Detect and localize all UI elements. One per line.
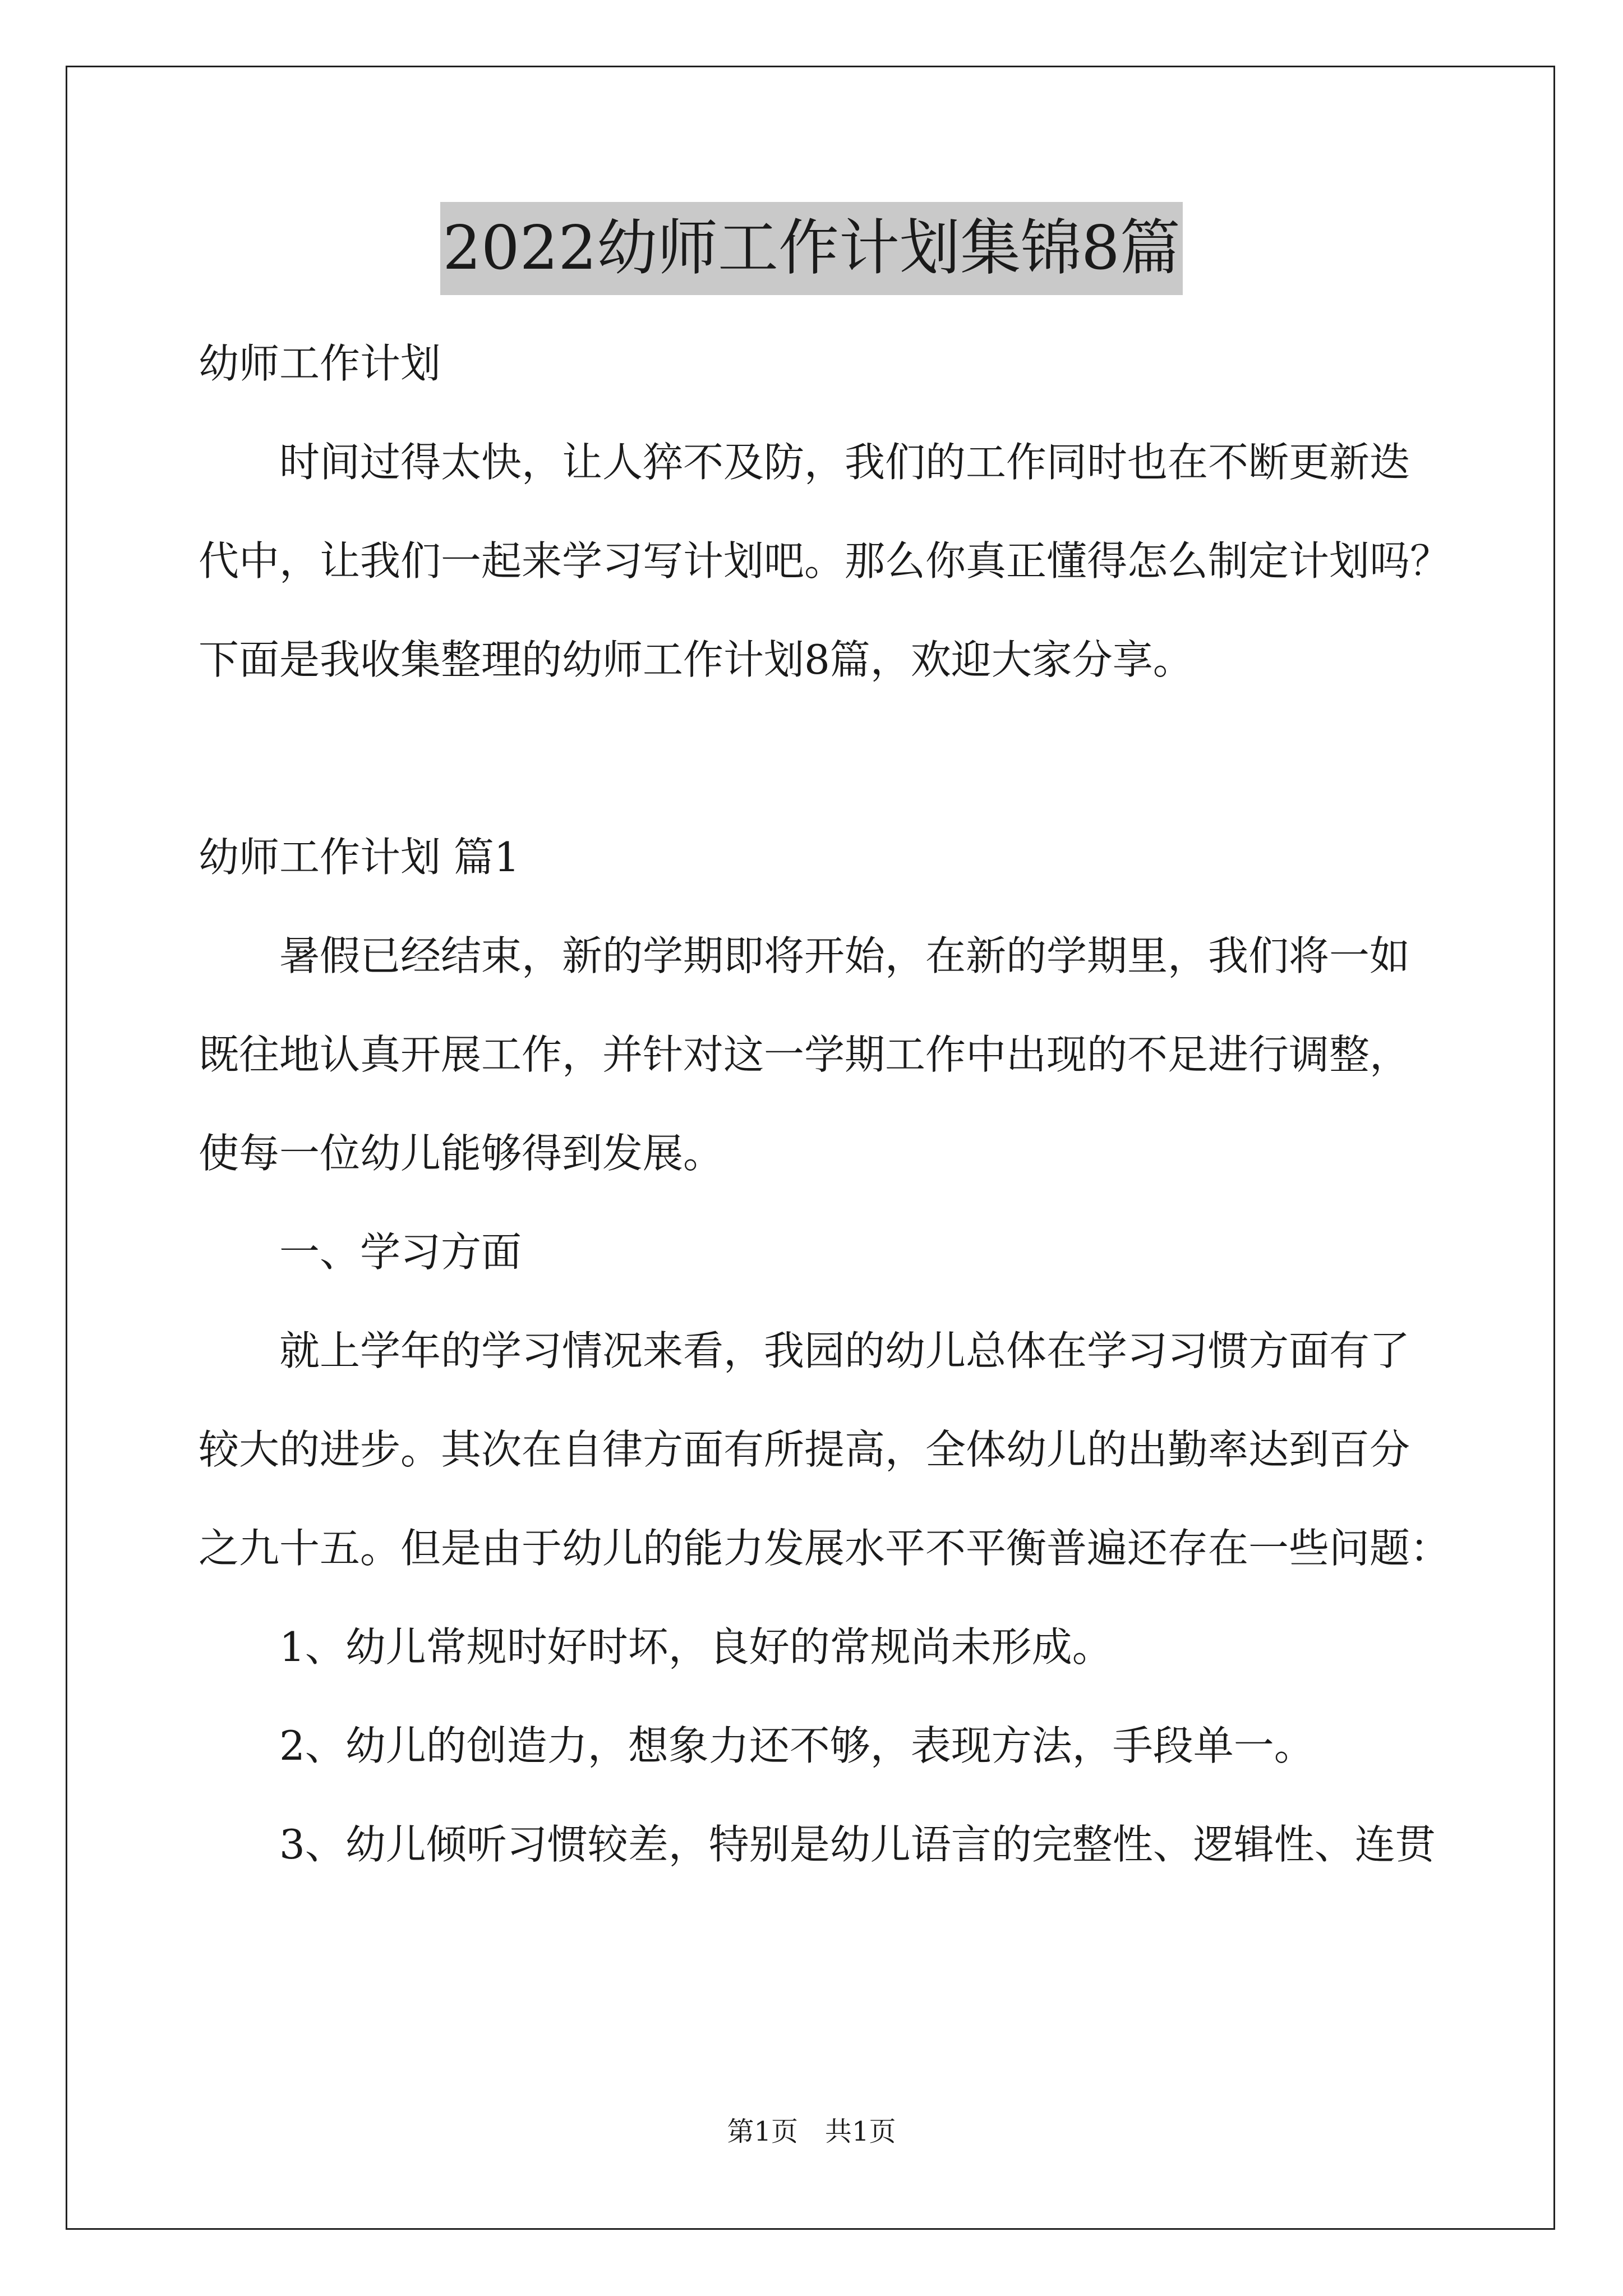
list-item: 2、幼儿的创造力，想象力还不够，表现方法，手段单一。 bbox=[279, 1722, 1315, 1769]
body-paragraph-line: 暑假已经结束，新的学期即将开始，在新的学期里，我们将一如 bbox=[279, 932, 1410, 979]
body-paragraph-line: 之九十五。但是由于幼儿的能力发展水平不平衡普遍还存在一些问题： bbox=[199, 1525, 1451, 1572]
section-heading: 幼师工作计划 篇1 bbox=[199, 834, 520, 881]
document-body bbox=[199, 314, 1451, 1894]
page-footer: 第1页 共1页 bbox=[727, 2116, 896, 2147]
body-paragraph-line: 代中，让我们一起来学习写计划吧。那么你真正懂得怎么制定计划吗？ bbox=[199, 537, 1451, 585]
list-item: 1、幼儿常规时好时坏，良好的常规尚未形成。 bbox=[279, 1623, 1113, 1671]
section-heading: 幼师工作计划 bbox=[199, 340, 441, 387]
subsection-heading: 一、学习方面 bbox=[279, 1228, 522, 1276]
blank-line bbox=[199, 709, 1438, 808]
body-paragraph-line: 既往地认真开展工作，并针对这一学期工作中出现的不足进行调整， bbox=[199, 1031, 1410, 1078]
list-item: 3、幼儿倾听习惯较差，特别是幼儿语言的完整性、逻辑性、连贯 bbox=[279, 1821, 1436, 1868]
body-paragraph-line: 较大的进步。其次在自律方面有所提高，全体幼儿的出勤率达到百分 bbox=[199, 1426, 1410, 1473]
body-paragraph-line: 使每一位幼儿能够得到发展。 bbox=[199, 1130, 724, 1177]
document-title-wrapper bbox=[0, 202, 1623, 295]
body-paragraph-line: 下面是我收集整理的幼师工作计划8篇，欢迎大家分享。 bbox=[199, 636, 1193, 683]
document-title: 2022幼师工作计划集锦8篇 bbox=[440, 202, 1183, 295]
body-paragraph-line: 就上学年的学习情况来看，我园的幼儿总体在学习习惯方面有了 bbox=[279, 1327, 1410, 1374]
body-paragraph-line: 时间过得太快，让人猝不及防，我们的工作同时也在不断更新迭 bbox=[279, 439, 1410, 486]
